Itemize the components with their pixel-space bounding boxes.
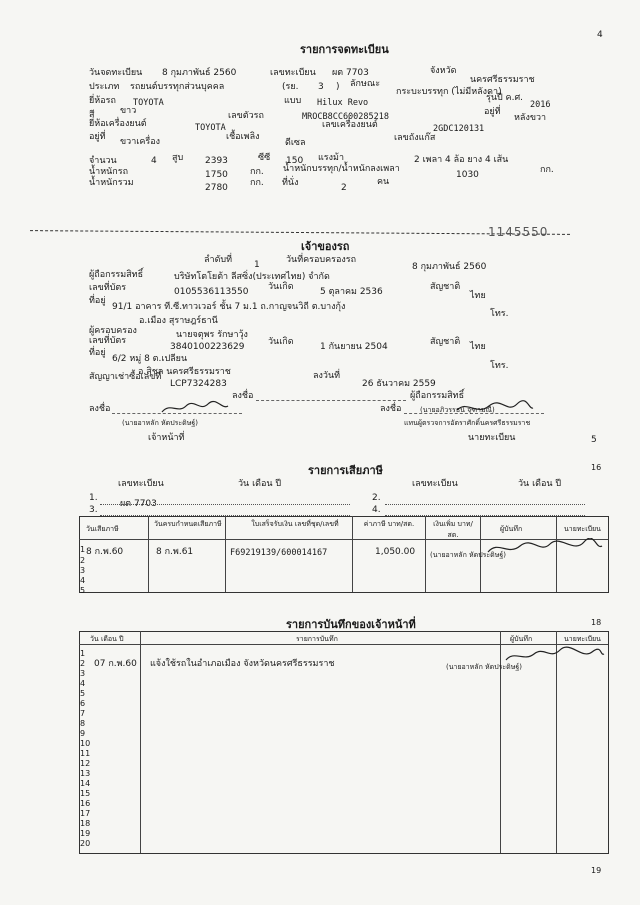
tax-row-3: 3 bbox=[80, 566, 86, 575]
tax-signature-icon bbox=[484, 538, 604, 560]
tax-dot-line-1 bbox=[100, 504, 350, 505]
location2-label: อยู่ที่ bbox=[89, 132, 106, 142]
notes-h-recorder: ผู้บันทึก bbox=[510, 635, 533, 643]
gross-label: น้ำหนักรวม bbox=[89, 178, 134, 188]
gas-tank-label: เลขถังแก๊ส bbox=[394, 133, 436, 143]
sig-registrar-sub: แทนผู้ตรวจการอัตราศักดิ์นครศรีธรรมราช bbox=[404, 419, 531, 427]
tax-dot-line-2 bbox=[385, 504, 585, 505]
weight-label: น้ำหนักรถ bbox=[89, 167, 129, 177]
contract-date-value: 26 ธันวาคม 2559 bbox=[362, 379, 436, 389]
notes-row-4: 4 bbox=[80, 679, 86, 688]
type-label: ประเภท bbox=[89, 82, 120, 92]
page-number-16: 16 bbox=[591, 463, 602, 472]
engine-brand-label: ยี่ห้อเครื่องยนต์ bbox=[89, 119, 147, 129]
order-value: 1 bbox=[254, 260, 260, 270]
tax-h-due: วันครบกำหนดเสียภาษี bbox=[154, 520, 222, 528]
tel2-label: โทร. bbox=[490, 361, 509, 371]
birth2-label: วันเกิด bbox=[268, 337, 294, 347]
holder-value: บริษัทโตโยต้า ลีสซิ่ง(ประเทศไทย) จำกัด bbox=[174, 272, 330, 282]
seats-value: 2 bbox=[341, 183, 347, 193]
owned-date-label: วันที่ครอบครองรถ bbox=[286, 255, 357, 265]
tax-table-vline-2 bbox=[225, 516, 226, 592]
tax-h-amount: ค่าภาษี บาท/สต. bbox=[363, 520, 415, 528]
class-value: 3 bbox=[318, 82, 324, 92]
year-value: 2016 bbox=[530, 100, 551, 110]
notes-row-13: 13 bbox=[80, 769, 91, 778]
address3-value: 6/2 หมู่ 8 ต.เปลียน bbox=[112, 354, 188, 364]
notes-row-16: 16 bbox=[80, 799, 91, 808]
color-label: สี bbox=[89, 110, 95, 120]
model-value: Hilux Revo bbox=[317, 98, 369, 108]
occupant-label: ผู้ครอบครอง bbox=[89, 326, 137, 336]
cylinders-value: 4 bbox=[151, 156, 157, 166]
year-label: รุ่นปี ค.ศ. bbox=[486, 93, 524, 103]
reg-no-value: ผต 7703 bbox=[332, 68, 369, 78]
registrar-title: นายทะเบียน bbox=[468, 433, 516, 443]
class-prefix: (รย. bbox=[282, 82, 299, 92]
brand-label: ยี่ห้อรถ bbox=[89, 96, 116, 106]
notes-row-10: 10 bbox=[80, 739, 91, 748]
tax-v1: ผต 7703 bbox=[120, 499, 157, 509]
load-value: 1030 bbox=[456, 170, 479, 180]
holder-label: ผู้ถือกรรมสิทธิ์ bbox=[89, 270, 144, 280]
order-label: ลำดับที่ bbox=[204, 255, 233, 265]
tel-label: โทร. bbox=[490, 309, 509, 319]
officer-title: เจ้าหน้าที่ bbox=[148, 433, 185, 443]
location1-value: หลังขวา bbox=[514, 113, 547, 123]
tax-h-registrar: นายทะเบียน bbox=[564, 525, 601, 533]
nationality-value: ไทย bbox=[470, 291, 486, 301]
weight-value: 1750 bbox=[205, 170, 228, 180]
chassis-value: MROCB8CC600285218 bbox=[302, 112, 389, 122]
wheels-value: 2 เพลา 4 ล้อ ยาง 4 เส้น bbox=[414, 155, 509, 165]
notes-h-date: วัน เดือน ปี bbox=[90, 635, 124, 643]
tax-h-recorder: ผู้บันทึก bbox=[500, 525, 523, 533]
tax-col-reg-no: เลขทะเบียน bbox=[118, 479, 164, 489]
location2-value: ขวาเครื่อง bbox=[120, 137, 160, 147]
officer-signature-icon bbox=[160, 400, 230, 416]
style-label: ลักษณะ bbox=[350, 79, 381, 89]
owner-title: เจ้าของรถ bbox=[301, 240, 350, 253]
contract-date-label: ลงวันที่ bbox=[313, 371, 341, 381]
seats-unit: คน bbox=[377, 177, 390, 187]
id-label: เลขที่บัตร bbox=[89, 283, 127, 293]
address2-value: อ.เมือง สุราษฎร์ธานี bbox=[139, 316, 218, 326]
tax-n3: 3. bbox=[89, 505, 98, 515]
province-label: จังหวัด bbox=[430, 66, 457, 76]
tax-row-receipt: F69219139/600014167 bbox=[230, 548, 328, 558]
tax-h-receipt: ใบเสร็จรับเงิน เลขที่ชุด/เลขที่ bbox=[251, 520, 339, 528]
style-value: กระบะบรรทุก (ไม่มีหลังคา) bbox=[396, 87, 502, 97]
page-number-top: 4 bbox=[597, 30, 603, 40]
address3-label: ที่อยู่ bbox=[89, 348, 106, 358]
reg-date-value: 8 กุมภาพันธ์ 2560 bbox=[162, 68, 237, 78]
registration-title: รายการจดทะเบียน bbox=[300, 43, 389, 56]
sig-officer-note: (นายอาหลัก หัดประดิษฐ์) bbox=[122, 419, 198, 427]
cc-unit: ซีซี bbox=[258, 153, 271, 163]
birth2-value: 1 กันยายน 2504 bbox=[320, 342, 388, 352]
contract-label: สัญญาเช่าซื้อเลขที่ bbox=[89, 372, 162, 382]
engine-no-value: 2GDC120131 bbox=[433, 124, 485, 134]
tax-row-5: 5 bbox=[80, 586, 86, 595]
reg-date-label: วันจดทะเบียน bbox=[89, 68, 143, 78]
notes-row-2: 2 bbox=[80, 659, 86, 668]
owned-date-value: 8 กุมภาพันธ์ 2560 bbox=[412, 262, 487, 272]
birth-label: วันเกิด bbox=[268, 282, 294, 292]
notes-signature-icon bbox=[500, 646, 605, 666]
tax-n1: 1. bbox=[89, 493, 98, 503]
notes-row-20: 20 bbox=[80, 839, 91, 848]
cylinders-label: จำนวน bbox=[89, 156, 117, 166]
chassis-label: เลขตัวรถ bbox=[228, 111, 264, 121]
notes-row-7: 7 bbox=[80, 709, 86, 718]
fuel-label: เชื้อเพลิง bbox=[226, 132, 260, 142]
sig-holder-label: ลงชื่อ bbox=[232, 391, 254, 401]
tax-n4: 4. bbox=[372, 505, 381, 515]
tax-h-paid: วันเสียภาษี bbox=[86, 525, 119, 533]
hp-value: 150 bbox=[286, 156, 304, 166]
load-unit: กก. bbox=[540, 165, 554, 175]
notes-row-18: 18 bbox=[80, 819, 91, 828]
tax-row-paid: 8 ก.พ.60 bbox=[86, 547, 124, 557]
sig-officer-label: ลงชื่อ bbox=[89, 404, 111, 414]
gross-unit: กก. bbox=[250, 178, 264, 188]
tax-row-due: 8 ก.พ.61 bbox=[156, 547, 194, 557]
weight-unit: กก. bbox=[250, 167, 264, 177]
tax-row-1: 1 bbox=[80, 545, 86, 554]
brand-value: TOYOTA bbox=[133, 98, 164, 108]
model-label: แบบ bbox=[284, 96, 302, 106]
tax-table-vline-4 bbox=[425, 516, 426, 592]
tax-row-2: 2 bbox=[80, 556, 86, 565]
gross-value: 2780 bbox=[205, 183, 228, 193]
tax-row-amount: 1,050.00 bbox=[375, 547, 416, 557]
notes-h-registrar: นายทะเบียน bbox=[564, 635, 601, 643]
notes-row-6: 6 bbox=[80, 699, 86, 708]
notes-vline-1 bbox=[140, 631, 141, 853]
engine-brand-value: TOYOTA bbox=[195, 123, 226, 133]
load-label: น้ำหนักบรรทุก/น้ำหนักลงเพลา bbox=[283, 164, 400, 174]
notes-row-1: 1 bbox=[80, 649, 86, 658]
nationality2-value: ไทย bbox=[470, 342, 486, 352]
notes-row-recorder: (นายอาหลัก หัดประดิษฐ์) bbox=[446, 663, 522, 671]
address4-value: อ.สิชล นครศรีธรรมราช bbox=[138, 367, 231, 377]
notes-row-item: แจ้งใช้รถในอำเภอเมือง จังหวัดนครศรีธรรมราช bbox=[150, 659, 335, 669]
reg-no-label: เลขทะเบียน bbox=[270, 68, 316, 78]
sig-holder-line bbox=[256, 400, 406, 401]
page-number-18: 18 bbox=[591, 618, 602, 627]
address-value: 91/1 อาคาร ที.ซี.ทาวเวอร์ ชั้น 7 ม.1 ถ.กาญจนวิถี ต.บางกุ้ง bbox=[112, 302, 346, 312]
notes-row-8: 8 bbox=[80, 719, 86, 728]
notes-row-14: 14 bbox=[80, 779, 91, 788]
id-value: 0105536113550 bbox=[174, 287, 249, 297]
tax-h-extra: เงินเพิ่ม บาท/สต. bbox=[433, 520, 473, 539]
notes-title: รายการบันทึกของเจ้าหน้าที่ bbox=[286, 618, 416, 631]
sig-holder-title: ผู้ถือกรรมสิทธิ์ bbox=[410, 391, 465, 401]
contract-value: LCP7324283 bbox=[170, 379, 227, 389]
notes-row-9: 9 bbox=[80, 729, 86, 738]
notes-row-11: 11 bbox=[80, 749, 91, 758]
hp-unit: แรงม้า bbox=[318, 153, 345, 163]
location1-label: อยู่ที่ bbox=[484, 107, 501, 117]
page-number-19: 19 bbox=[591, 866, 602, 875]
nationality-label: สัญชาติ bbox=[430, 282, 461, 292]
notes-row-15: 15 bbox=[80, 789, 91, 798]
serial-number: 1145550 bbox=[488, 225, 549, 239]
color-value: ขาว bbox=[120, 106, 137, 116]
class-suffix: ) bbox=[336, 82, 340, 92]
notes-row-5: 5 bbox=[80, 689, 86, 698]
page-number-5: 5 bbox=[591, 435, 597, 445]
tax-col-date: วัน เดือน ปี bbox=[238, 479, 282, 489]
notes-h-item: รายการบันทึก bbox=[296, 635, 338, 643]
fuel-value: ดีเซล bbox=[285, 138, 306, 148]
occupant-value: นายจตุพร รักษาวุ้ง bbox=[176, 330, 248, 340]
province-value: นครศรีธรรมราช bbox=[470, 75, 535, 85]
id2-value: 3840100223629 bbox=[170, 342, 245, 352]
notes-row-12: 12 bbox=[80, 759, 91, 768]
tax-table-vline-1 bbox=[148, 516, 149, 592]
notes-row-3: 3 bbox=[80, 669, 86, 678]
sig-registrar-label: ลงชื่อ bbox=[380, 404, 402, 414]
type-value: รถยนต์บรรทุกส่วนบุคคล bbox=[130, 82, 225, 92]
address-label: ที่อยู่ bbox=[89, 296, 106, 306]
notes-row-17: 17 bbox=[80, 809, 91, 818]
tax-row-recorder: (นายอาหลัก หัดประดิษฐ์) bbox=[430, 551, 506, 559]
nationality2-label: สัญชาติ bbox=[430, 337, 461, 347]
tax-col-date2: วัน เดือน ปี bbox=[518, 479, 562, 489]
tax-n2: 2. bbox=[372, 493, 381, 503]
tax-row-4: 4 bbox=[80, 576, 86, 585]
sig-registrar-note: (นายอภิวรรธน์ จุฑามณี) bbox=[420, 406, 495, 414]
id2-label: เลขที่บัตร bbox=[89, 336, 127, 346]
notes-row-date: 07 ก.พ.60 bbox=[94, 659, 137, 669]
engine-no-label: เลขเครื่องยนต์ bbox=[322, 120, 378, 130]
tax-col-reg-no2: เลขทะเบียน bbox=[412, 479, 458, 489]
cc-value: 2393 bbox=[205, 156, 228, 166]
notes-row-19: 19 bbox=[80, 829, 91, 838]
tax-table-vline-3 bbox=[352, 516, 353, 592]
tax-title: รายการเสียภาษี bbox=[308, 464, 383, 477]
seats-label: ที่นั่ง bbox=[282, 178, 299, 188]
cylinders-unit: สูบ bbox=[172, 153, 184, 163]
birth-value: 5 ตุลาคม 2536 bbox=[320, 287, 383, 297]
